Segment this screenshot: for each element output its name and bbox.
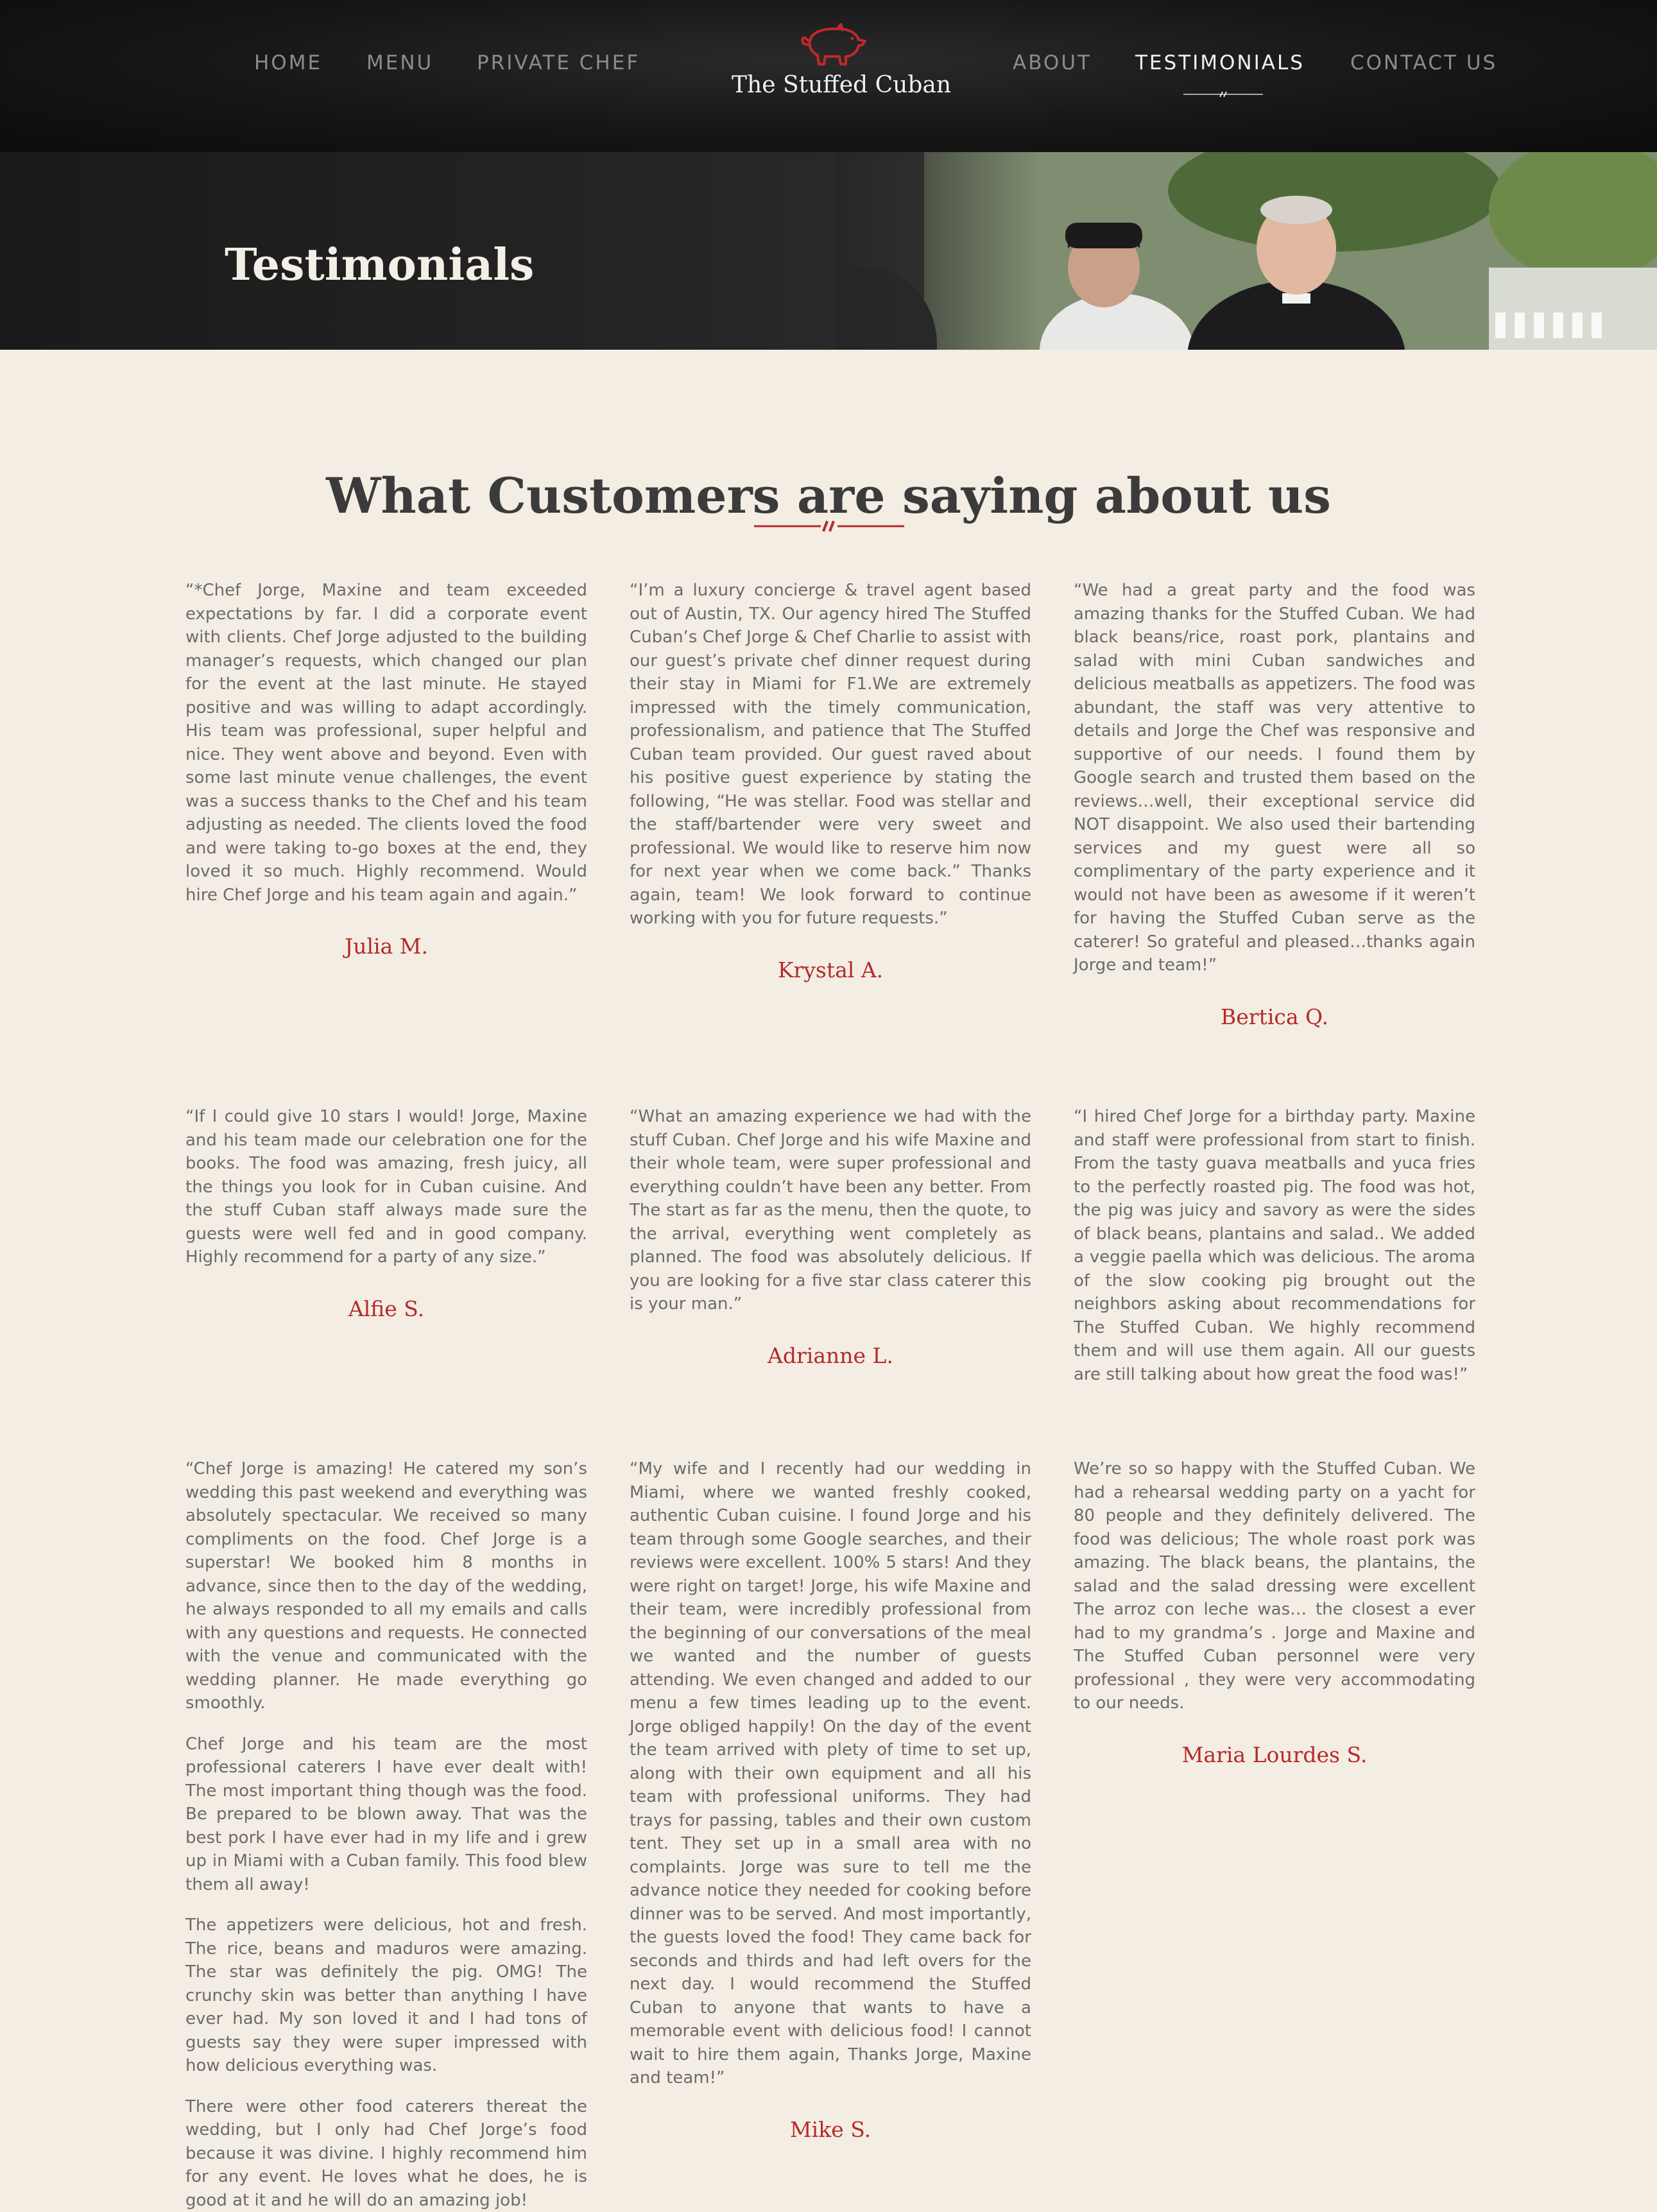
nav-contact[interactable]: CONTACT US xyxy=(1350,51,1497,74)
testimonial-card xyxy=(185,579,587,959)
testimonial-author: Julia M. xyxy=(185,934,587,959)
testimonial-text: “My wife and I recently had our wedding in Miami, where we wanted freshly cooked, authentic Cuban cuisine. I found Jorge and his team through some Google searches, and their reviews were excellent. 100% 5 stars! And they were right on target! Jorge, his wife Maxine and their team, were incredibly professional from the beginning of our conversations of the meal we wanted and the number of guests attending. We even changed and added to our menu a few times leading up to the event. Jorge obliged happily! On the day of the event the team arrived with plety of time to set up, along with their own equipment and all his team with professional uniforms. They had trays for passing, tables and their own custom tent. They set up in a small area with no complaints. Jorge was sure to tell me the advance notice they needed for cooking before dinner was to be served. And most importantly, the guests loved the food! They came back for seconds and thirds and had left overs for the next day. I would recommend the Stuffed Cuban to anyone that wants to have a memorable event with delicious food! I cannot wait to hire them again, Thanks Jorge, Maxine and team!” xyxy=(630,1457,1031,2090)
nav-menu[interactable]: MENU xyxy=(366,51,433,74)
testimonial-card xyxy=(1074,1457,1475,1767)
page-title: Testimonials xyxy=(225,239,534,291)
section-heading: What Customers are saying about us xyxy=(0,467,1657,524)
testimonial-text: The appetizers were delicious, hot and fresh. The rice, beans and maduros were amazing. The star was definitely the pig. OMG! The crunchy skin was better than anything I have ever had. My son loved it and I had tons of guests say they were super impressed with how delicious everything was. xyxy=(185,1914,587,2078)
testimonial-text: There were other food caterers thereat the wedding, but I only had Chef Jorge’s food because it was divine. I highly recommend him for any event. He loves what he does, he is good at it and he will do an amazing job! xyxy=(185,2095,587,2212)
testimonial-author: Bertica Q. xyxy=(1074,1004,1475,1029)
testimonial-card xyxy=(630,1105,1031,1368)
testimonial-author: Alfie S. xyxy=(185,1296,587,1321)
testimonial-card xyxy=(1074,579,1475,1029)
page-banner xyxy=(0,152,1657,350)
testimonial-card xyxy=(630,579,1031,982)
testimonial-author: Adrianne L. xyxy=(630,1343,1031,1368)
testimonial-text: “Chef Jorge is amazing! He catered my son’s wedding this past weekend and everything was absolutely spectacular. We received so many compliments on the food. Chef Jorge is a superstar! We booked him 8 months in advance, since then to the day of the wedding, he always responded to all my emails and calls with any questions and requests. He connected with the venue and communicated with the wedding planner. He made everything go smoothly. xyxy=(185,1457,587,1715)
site-header xyxy=(0,0,1657,152)
testimonial-text: “I hired Chef Jorge for a birthday party. Maxine and staff were professional from start to finish. From the tasty guava meatballs and yuca fries to the perfectly roasted pig. The food was hot, the pig was juicy and savory as were the sides of black beans, plantains and salad.. We added a veggie paella which was delicious. The aroma of the slow cooking pig brought out the neighbors asking about recommendations for The Stuffed Cuban. We highly recommend them and will use them again. All our guests are still talking about how great the food was!” xyxy=(1074,1105,1475,1386)
testimonial-text: “What an amazing experience we had with the stuff Cuban. Chef Jorge and his wife Maxine and their whole team, were super professional and everything couldn’t have been any better. From The start as far as the menu, then the quote, to the arrival, everything went completely as planned. The food was absolutely delicious. If you are looking for a five star class caterer this is your man.” xyxy=(630,1105,1031,1316)
active-nav-underline xyxy=(1183,91,1263,98)
testimonial-text: Chef Jorge and his team are the most professional caterers I have ever dealt with! The most important thing though was the food. Be prepared to be blown away. That was the best pork I have ever had in my life and i grew up in Miami with a Cuban family. This food blew them all away! xyxy=(185,1733,587,1897)
banner-photo xyxy=(834,152,1657,350)
testimonial-text: We’re so so happy with the Stuffed Cuban. We had a rehearsal wedding party on a yacht for 80 people and they definitely delivered. The food was delicious; The whole roast pork was amazing. The black beans, the plantains, the salad and the salad dressing were excellent The arroz con leche was… the closest a ever had to my grandma’s . Jorge and Maxine and The Stuffed Cuban personnel were very professional , they were very accommodating to our needs. xyxy=(1074,1457,1475,1715)
nav-about[interactable]: ABOUT xyxy=(1013,51,1092,74)
logo-text: The Stuffed Cuban xyxy=(732,72,931,98)
nav-home[interactable]: HOME xyxy=(254,51,322,74)
ornament-divider-icon xyxy=(754,519,904,534)
testimonial-text: “If I could give 10 stars I would! Jorge, Maxine and his team made our celebration one for the books. The food was amazing, fresh juicy, all the things you look for in Cuban cuisine. And the stuff Cuban staff always made sure the guests were well fed and in good company. Highly recommend for a party of any size.” xyxy=(185,1105,587,1269)
testimonial-text: “I’m a luxury concierge & travel agent based out of Austin, TX. Our agency hired The Stuffed Cuban’s Chef Jorge & Chef Charlie to assist with our guest’s private chef dinner request during their stay in Miami for F1.We are extremely impressed with the timely communication, professionalism, and patience that The Stuffed Cuban team provided. Our guest raved about his positive guest experience by stating the following, “He was stellar. Food was stellar and the staff/bartender were very sweet and professional. We would like to reserve him now for next year when we come back.” Thanks again, team! We look forward to continue working with you for future requests.” xyxy=(630,579,1031,930)
pig-logo-icon xyxy=(796,23,870,68)
logo[interactable] xyxy=(732,23,931,107)
testimonial-author: Maria Lourdes S. xyxy=(1074,1742,1475,1767)
testimonial-text: “We had a great party and the food was amazing thanks for the Stuffed Cuban. We had black beans/rice, roast pork, plantains and salad with mini Cuban sandwiches and delicious meatballs as appetizers. The food was abundant, the staff was very attentive to details and Jorge the Chef was responsive and supportive of our needs. I found them by Google search and trusted them based on the reviews…well, their exceptional service did NOT disappoint. We also used their bartending services and my guest were all so complimentary of the party experience and it would not have been as awesome if it weren’t for having the Stuffed Cuban serve as the caterer! So grateful and pleased…thanks again Jorge and team!” xyxy=(1074,579,1475,977)
nav-testimonials[interactable]: TESTIMONIALS xyxy=(1135,51,1305,74)
testimonial-author: Krystal A. xyxy=(630,957,1031,982)
testimonial-card xyxy=(1074,1105,1475,1386)
testimonial-card xyxy=(185,1457,587,2212)
testimonial-card xyxy=(185,1105,587,1321)
testimonial-text: “*Chef Jorge, Maxine and team exceeded expectations by far. I did a corporate event with clients. Chef Jorge adjusted to the building manager’s requests, which changed our plan for the event at the last minute. He stayed positive and was willing to adapt accordingly. His team was professional, super helpful and nice. They went above and beyond. Even with some last minute venue challenges, the event was a success thanks to the Chef and his team adjusting as needed. The clients loved the food and were taking to-go boxes at the end, they loved it so much. Highly recommend. Would hire Chef Jorge and his team again and again.” xyxy=(185,579,587,907)
testimonial-card xyxy=(630,1457,1031,2142)
nav-private-chef[interactable]: PRIVATE CHEF xyxy=(477,51,640,74)
testimonial-author: Mike S. xyxy=(630,2117,1031,2142)
